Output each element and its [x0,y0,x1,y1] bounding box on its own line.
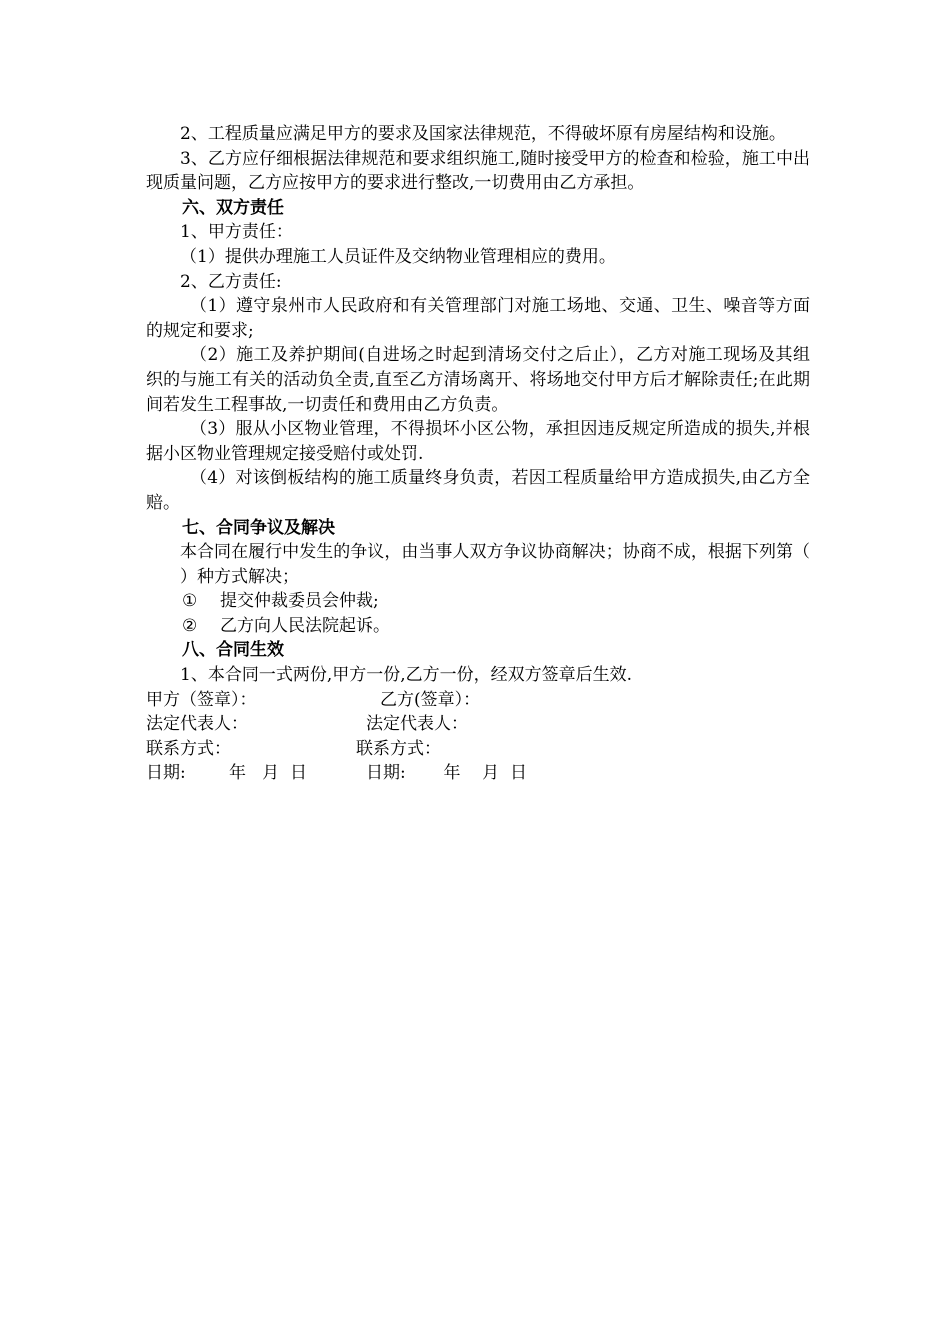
party-b-date-label: 日期: 年 月 日 [366,763,527,784]
party-b-duty-1: （1）遵守泉州市人民政府和有关管理部门对施工场地、交通、卫生、噪音等方面的规定和要求; [146,296,810,341]
document-page [146,122,810,786]
party-a-duty-title: 1、甲方责任： [180,222,293,243]
signature-row-representative [146,712,810,737]
party-b-duty-3: （3）服从小区物业管理，不得损坏小区公物，承担因违反规定所造成的损失,并根据小区物业管理规定接受赔付或处罚. [146,419,810,464]
party-a-contact-label: 联系方式： [146,738,231,759]
party-a-duty-1: （1）提供办理施工人员证件及交纳物业管理相应的费用。 [180,246,616,267]
clause-3: 3、乙方应仔细根据法律规范和要求组织施工,随时接受甲方的检查和检验，施工中出现质量问题，乙方应按甲方的要求进行整改,一切费用由乙方承担。 [146,148,810,194]
party-b-representative-label: 法定代表人： [366,714,468,735]
signature-row-contact [146,737,810,762]
signature-row-seal [146,688,810,713]
party-b-duty-4: （4）对该倒板结构的施工质量终身负责，若因工程质量给甲方造成损失,由乙方全赔。 [146,468,810,513]
section-6-title: 六、双方责任 [182,197,284,218]
option-1-number: ① [182,591,198,612]
party-b-duty-title: 2、乙方责任: [180,271,282,292]
party-a-date-label: 日期: 年 月 日 [146,763,307,784]
signature-row-date [146,761,810,786]
clause-2: 2、工程质量应满足甲方的要求及国家法律规范，不得破坏原有房屋结构和设施。 [180,124,786,144]
party-b-contact-label: 联系方式： [356,738,441,759]
option-2-text: 乙方向人民法院起诉。 [220,615,390,636]
party-b-duty-2: （2）施工及养护期间(自进场之时起到清场交付之后止），乙方对施工现场及其组织的与施工有关的活动负全责,直至乙方清场离开、将场地交付甲方后才解除责任;在此期间若发生工程事故,一切责任和费用由乙方负责。 [146,345,810,415]
option-2-number: ② [182,615,198,636]
effect-body: 1、本合同一式两份,甲方一份,乙方一份，经双方签章后生效. [180,665,633,686]
section-7-title: 七、合同争议及解决 [182,517,335,538]
section-8-title: 八、合同生效 [182,640,284,661]
option-1-text: 提交仲裁委员会仲裁; [220,591,379,612]
party-a-representative-label: 法定代表人： [146,714,248,735]
dispute-option-2 [146,614,810,639]
dispute-body: 本合同在履行中发生的争议，由当事人双方争议协商解决；协商不成，根据下列第（ ）种方式解决； [180,542,810,587]
party-a-seal-label: 甲方（签章）： [146,689,257,710]
party-b-seal-label: 乙方(签章）： [380,689,481,710]
dispute-option-1 [146,589,810,614]
